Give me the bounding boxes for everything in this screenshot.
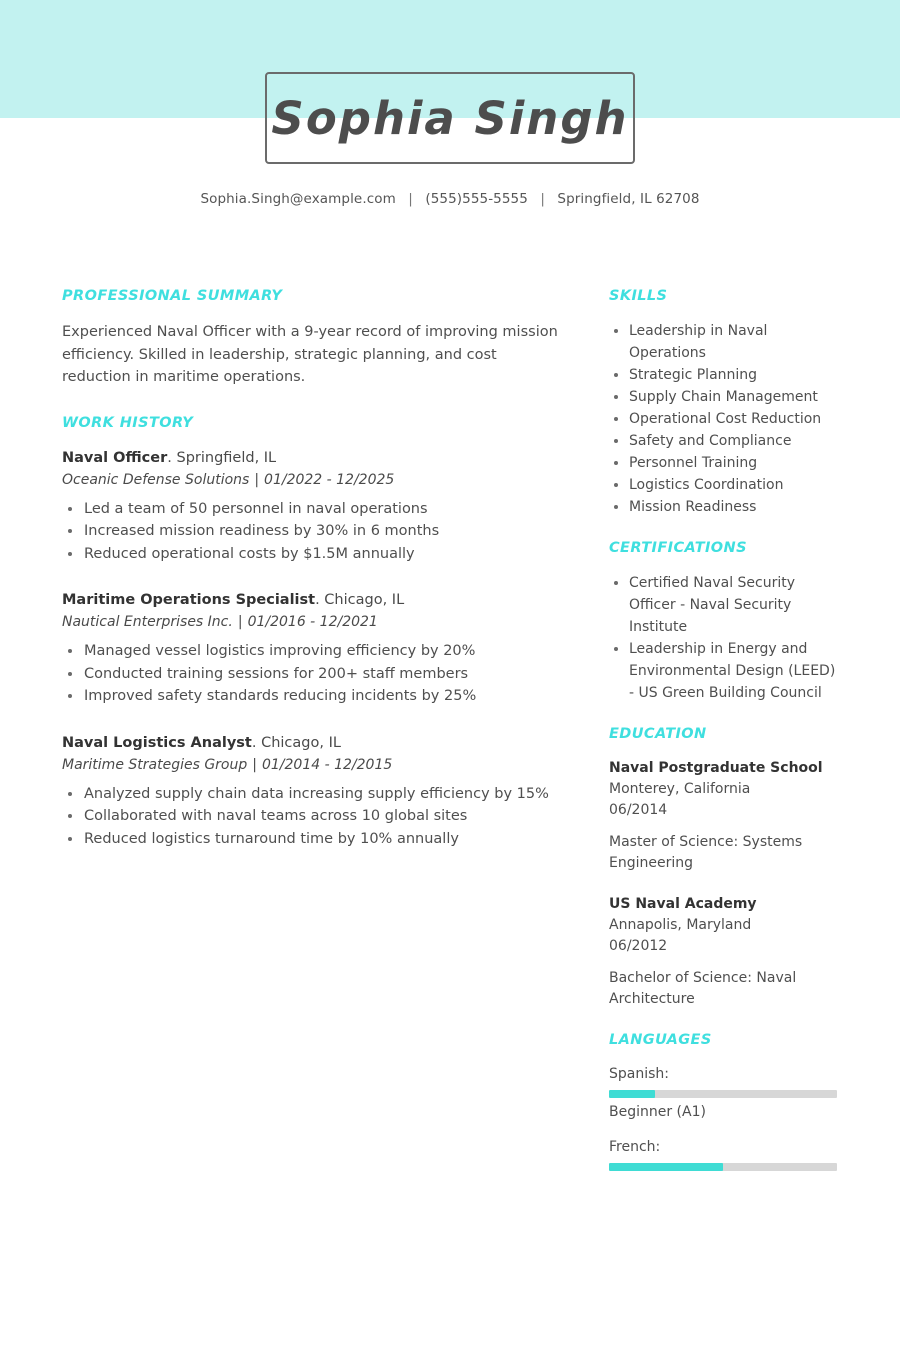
job-location: . Chicago, IL xyxy=(315,592,405,608)
language-progress-fill xyxy=(609,1090,655,1098)
skills-list xyxy=(609,320,837,518)
language-name: French: xyxy=(609,1139,661,1155)
education-degree: Bachelor of Science: Naval Architecture xyxy=(609,970,797,1007)
job-meta-separator: | xyxy=(237,614,243,630)
job-title: Naval Officer xyxy=(62,449,168,466)
list-item: Analyzed supply chain data increasing supply efficiency by 15% xyxy=(62,783,562,806)
list-item: Leadership in Naval Operations xyxy=(609,320,837,364)
job-meta xyxy=(62,611,562,633)
job-meta xyxy=(62,469,562,491)
job-location: . Chicago, IL xyxy=(251,734,341,751)
language-level: Beginner (A1) xyxy=(609,1104,706,1120)
job-company: Maritime Strategies Group xyxy=(62,756,248,773)
list-item: Reduced logistics turnaround time by 10% annually xyxy=(62,828,562,851)
section-skills xyxy=(609,288,837,518)
language-progress-track xyxy=(609,1163,837,1171)
job-company: Nautical Enterprises Inc. xyxy=(62,614,233,630)
education-school: Naval Postgraduate School xyxy=(609,760,823,776)
certifications-list xyxy=(609,572,837,704)
list-item: Led a team of 50 personnel in naval operations xyxy=(62,498,562,521)
section-professional-summary xyxy=(62,288,562,389)
list-item: Supply Chain Management xyxy=(609,386,837,408)
education-degree: Master of Science: Systems Engineering xyxy=(609,834,803,871)
education-entry xyxy=(609,894,837,1010)
summary-text: Experienced Naval Officer with a 9-year record of improving mission efficiency. Skilled in leadership, strategic planning, and cost reduction in maritime operations. xyxy=(62,324,558,385)
education-entry xyxy=(609,758,837,874)
contact-separator-2: | xyxy=(540,191,545,207)
section-title-languages: LANGUAGES xyxy=(609,1032,712,1048)
contact-location: Springfield, IL 62708 xyxy=(557,191,700,207)
job-dates: 01/2014 - 12/2015 xyxy=(261,756,393,773)
job-meta-separator: | xyxy=(252,756,257,773)
education-date: 06/2012 xyxy=(609,938,668,954)
job-title-line xyxy=(62,448,562,469)
list-item: Reduced operational costs by $1.5M annually xyxy=(62,543,562,566)
section-title-certifications: CERTIFICATIONS xyxy=(609,540,747,556)
job-entry xyxy=(62,448,562,566)
education-place: Monterey, California xyxy=(609,781,751,797)
language-name: Spanish: xyxy=(609,1066,669,1082)
name-box xyxy=(265,72,635,164)
language-entry xyxy=(609,1064,837,1123)
education-school: US Naval Academy xyxy=(609,896,757,912)
job-dates: 01/2016 - 12/2021 xyxy=(247,614,378,630)
job-title-line xyxy=(62,733,562,754)
education-place: Annapolis, Maryland xyxy=(609,917,752,933)
section-education xyxy=(609,726,837,1010)
left-column xyxy=(62,288,562,876)
job-bullets xyxy=(62,783,562,851)
page-title: Sophia Singh xyxy=(271,91,629,145)
job-dates: 01/2022 - 12/2025 xyxy=(264,471,395,488)
list-item: Operational Cost Reduction xyxy=(609,408,837,430)
contact-separator-1: | xyxy=(408,191,413,207)
contact-email: Sophia.Singh@example.com xyxy=(200,191,396,207)
section-title-work-history: WORK HISTORY xyxy=(62,414,194,431)
list-item: Leadership in Energy and Environmental Design (LEED) - US Green Building Council xyxy=(609,638,837,704)
job-company: Oceanic Defense Solutions xyxy=(62,471,250,488)
job-entry xyxy=(62,590,562,708)
job-location: . Springfield, IL xyxy=(167,449,277,466)
language-entry xyxy=(609,1137,837,1171)
list-item: Mission Readiness xyxy=(609,496,837,518)
job-title-line xyxy=(62,590,562,611)
list-item: Increased mission readiness by 30% in 6 months xyxy=(62,520,562,543)
section-languages xyxy=(609,1032,837,1171)
list-item: Conducted training sessions for 200+ staff members xyxy=(62,663,562,686)
right-column xyxy=(609,288,837,1193)
list-item: Personnel Training xyxy=(609,452,837,474)
list-item: Strategic Planning xyxy=(609,364,837,386)
job-entry xyxy=(62,733,562,851)
list-item: Improved safety standards reducing incidents by 25% xyxy=(62,685,562,708)
job-bullets xyxy=(62,640,562,708)
contact-phone: (555)555-5555 xyxy=(425,191,528,207)
language-progress-fill xyxy=(609,1163,723,1171)
job-title: Maritime Operations Specialist xyxy=(62,592,316,608)
section-certifications xyxy=(609,540,837,704)
contact-line xyxy=(0,191,900,207)
section-title-skills: SKILLS xyxy=(609,288,668,304)
education-date: 06/2014 xyxy=(609,802,668,818)
job-meta xyxy=(62,754,562,776)
section-work-history xyxy=(62,415,562,851)
section-title-education: EDUCATION xyxy=(609,726,707,742)
job-bullets xyxy=(62,498,562,566)
section-title-summary: PROFESSIONAL SUMMARY xyxy=(62,288,283,304)
job-meta-separator: | xyxy=(254,471,260,488)
list-item: Collaborated with naval teams across 10 global sites xyxy=(62,805,562,828)
job-title: Naval Logistics Analyst xyxy=(62,734,252,751)
list-item: Certified Naval Security Officer - Naval Security Institute xyxy=(609,572,837,638)
list-item: Managed vessel logistics improving efficiency by 20% xyxy=(62,640,562,663)
list-item: Safety and Compliance xyxy=(609,430,837,452)
list-item: Logistics Coordination xyxy=(609,474,837,496)
language-progress-track xyxy=(609,1090,837,1098)
